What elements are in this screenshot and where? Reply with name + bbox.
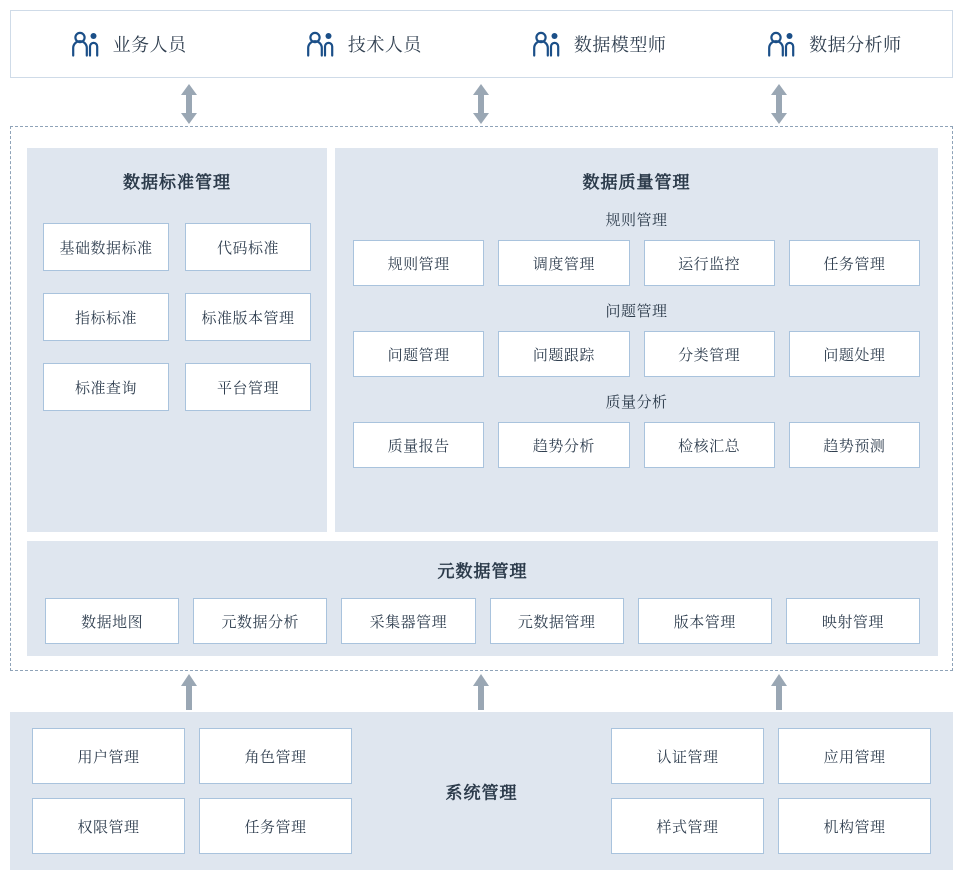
module-card[interactable]: 角色管理 [199,728,352,784]
panel-title: 系统管理 [445,783,518,803]
module-card[interactable]: 采集器管理 [341,598,475,644]
group-subtitle-issues: 问题管理 [605,303,668,320]
panel-title: 元数据管理 [437,562,528,581]
panel-metadata [27,541,938,656]
module-card[interactable]: 运行监控 [644,240,775,286]
up-arrow-icon [768,674,790,710]
module-card[interactable]: 元数据分析 [193,598,327,644]
double-arrow-icon [178,84,200,124]
module-card[interactable]: 基础数据标准 [43,223,169,271]
module-card[interactable]: 数据地图 [45,598,179,644]
up-arrow-icon [470,674,492,710]
rules-grid [353,240,920,286]
data-standard-grid [43,223,311,411]
analysis-grid [353,422,920,468]
module-card[interactable]: 元数据管理 [490,598,624,644]
module-card[interactable]: 权限管理 [32,798,185,854]
group-subtitle-rules: 规则管理 [605,212,668,229]
system-right-grid [611,728,931,854]
role-item[interactable] [11,31,246,57]
module-card[interactable]: 标准查询 [43,363,169,411]
role-item[interactable] [717,31,952,57]
module-card[interactable]: 问题管理 [353,331,484,377]
panel-title: 数据质量管理 [582,173,691,192]
module-card[interactable]: 应用管理 [778,728,931,784]
module-card[interactable]: 规则管理 [353,240,484,286]
group-subtitle-analysis: 质量分析 [605,394,668,411]
panel-data-quality [335,148,938,532]
person-icon [767,31,797,57]
system-left-grid [32,728,352,854]
panel-system-management [10,712,953,870]
module-card[interactable]: 机构管理 [778,798,931,854]
module-card[interactable]: 分类管理 [644,331,775,377]
person-icon [532,31,562,57]
person-icon [71,31,101,57]
module-card[interactable]: 任务管理 [789,240,920,286]
module-card[interactable]: 问题处理 [789,331,920,377]
roles-bar [10,10,953,78]
module-card[interactable]: 版本管理 [638,598,772,644]
module-card[interactable]: 问题跟踪 [498,331,629,377]
role-label: 数据模型师 [573,35,667,55]
module-card[interactable]: 用户管理 [32,728,185,784]
module-card[interactable]: 检核汇总 [644,422,775,468]
module-card[interactable]: 代码标准 [185,223,311,271]
module-card[interactable]: 调度管理 [498,240,629,286]
up-arrow-icon [178,674,200,710]
module-card[interactable]: 任务管理 [199,798,352,854]
governance-platform-container [10,126,953,671]
metadata-grid [45,598,920,644]
system-management-inner [32,728,931,854]
module-card[interactable]: 映射管理 [786,598,920,644]
module-card[interactable]: 趋势分析 [498,422,629,468]
module-card[interactable]: 认证管理 [611,728,764,784]
module-card[interactable]: 样式管理 [611,798,764,854]
person-icon [306,31,336,57]
double-arrow-icon [470,84,492,124]
panel-title: 数据标准管理 [123,173,231,192]
module-card[interactable]: 质量报告 [353,422,484,468]
role-item[interactable] [482,31,717,57]
role-label: 业务人员 [112,35,187,55]
module-card[interactable]: 标准版本管理 [185,293,311,341]
role-label: 技术人员 [347,35,422,55]
issues-grid [353,331,920,377]
module-card[interactable]: 趋势预测 [789,422,920,468]
panel-data-standard [27,148,327,532]
role-item[interactable] [246,31,481,57]
double-arrow-icon [768,84,790,124]
role-label: 数据分析师 [809,35,902,55]
module-card[interactable]: 平台管理 [185,363,311,411]
module-card[interactable]: 指标标准 [43,293,169,341]
